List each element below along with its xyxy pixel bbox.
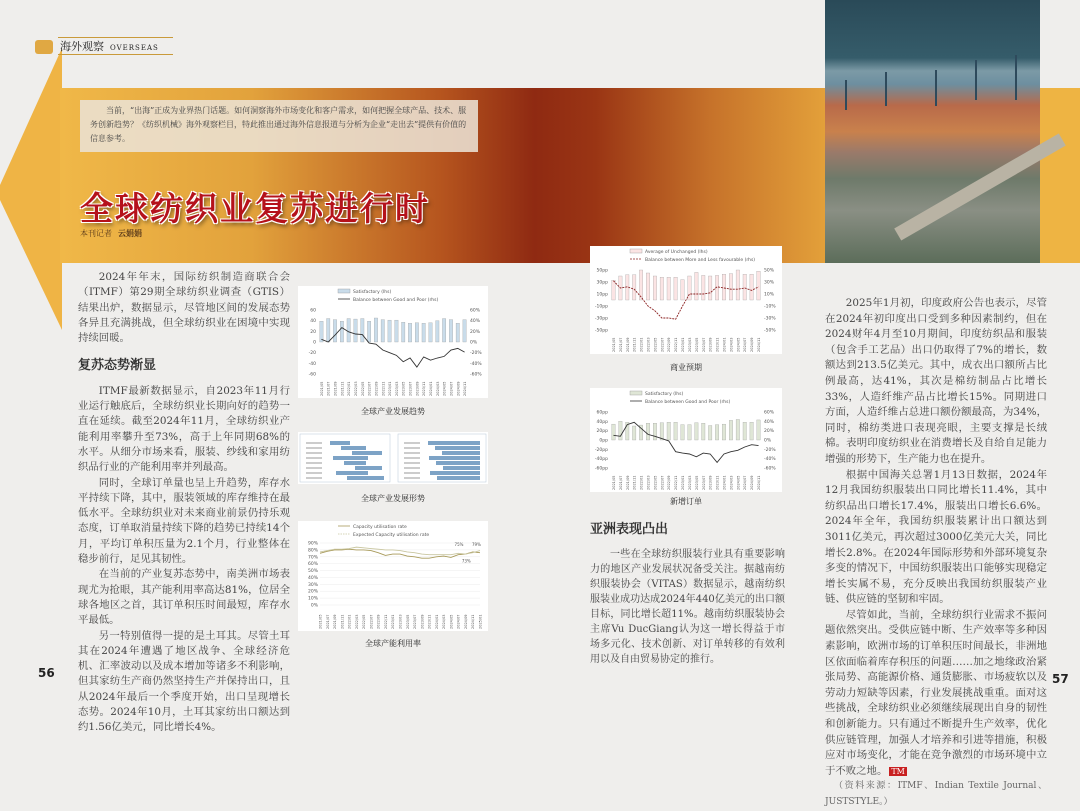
- bar: [757, 271, 760, 300]
- page-number-right: 57: [1052, 672, 1069, 686]
- chart-new-orders: [590, 388, 782, 492]
- x-tick-label: 2024/03: [435, 381, 440, 396]
- bar: [429, 456, 480, 460]
- bar: [422, 323, 425, 342]
- y-tick-label: 40: [310, 319, 316, 325]
- x-tick-label: 2024/05: [442, 381, 447, 396]
- x-tick-label: 2022/11: [674, 337, 679, 352]
- port-photo: [825, 0, 1040, 263]
- y2-tick-label: -60%: [764, 466, 776, 472]
- x-tick-label: 2023/11: [427, 614, 432, 629]
- row-label: [404, 467, 420, 469]
- x-tick-label: 2024/11: [757, 337, 762, 352]
- legend-label: Satisfactory (lhs): [645, 392, 684, 397]
- y-tick-label: 80%: [307, 548, 318, 554]
- x-tick-label: 2023/01: [391, 614, 396, 629]
- x-tick-label: 2022/09: [374, 381, 379, 396]
- bar: [660, 423, 663, 440]
- section-title: 海外观察: [60, 40, 104, 53]
- x-tick-label: 2022/03: [354, 381, 358, 396]
- section-logo-icon: [35, 40, 53, 54]
- y2-tick-label: 30%: [764, 280, 775, 286]
- x-tick-label: 2021/05: [318, 614, 323, 629]
- x-tick-label: 2024/09: [456, 381, 461, 396]
- x-tick-label: 2021/11: [632, 475, 637, 490]
- y-tick-label: 20: [310, 329, 316, 335]
- x-tick-label: 2021/09: [625, 475, 630, 490]
- y2-tick-label: 0%: [764, 438, 772, 444]
- bar: [729, 274, 732, 300]
- bar: [708, 276, 711, 300]
- y2-tick-label: 10%: [764, 292, 775, 298]
- row-label: [306, 447, 322, 449]
- y2-tick-label: 40%: [764, 419, 775, 425]
- x-tick-label: 2023/05: [694, 475, 699, 490]
- source-note: （资料来源：ITMF、Indian Textile Journal、JUSTSTYLE。）: [825, 781, 1047, 807]
- x-tick-label: 2022/09: [667, 337, 672, 352]
- x-tick-label: 2021/07: [618, 475, 623, 490]
- bar: [456, 323, 459, 342]
- row-label: [404, 477, 420, 479]
- x-tick-label: 2024/11: [463, 381, 468, 396]
- x-tick-label: 2024/09: [463, 614, 468, 629]
- header-rule: [58, 54, 173, 55]
- x-tick-label: 2023/01: [681, 475, 686, 490]
- x-tick-label: 2023/09: [415, 381, 420, 396]
- bar: [341, 446, 366, 450]
- x-tick-label: 2023/05: [405, 614, 410, 629]
- x-tick-label: 2023/11: [422, 381, 427, 396]
- bar: [702, 275, 705, 300]
- bar: [340, 321, 343, 342]
- y-tick-label: 20pp: [596, 429, 608, 435]
- bar: [736, 419, 739, 440]
- bar: [619, 421, 622, 440]
- y-tick-label: -40: [308, 361, 316, 367]
- row-label: [306, 472, 322, 474]
- x-tick-label: 2021/11: [632, 337, 637, 352]
- bar: [632, 426, 635, 440]
- x-tick-label: 2024/07: [449, 381, 454, 396]
- x-tick-label: 2021/07: [325, 614, 330, 629]
- paragraph: 另一特别值得一提的是土耳其。尽管土耳其在2024年遭遇了地区战争、全球经济危机、汇率波动以及成本增加等诸多不利影响，但其家纺生产商仍然坚持生产并保持出口，且从2024年最后一个季度开始，出口呈现增长态势。2024年10月，土耳其家纺出口额达到约1.56亿美元，同比增长4%。: [78, 629, 290, 734]
- chart-svg: [590, 246, 782, 354]
- y2-tick-label: 60%: [470, 308, 481, 314]
- bar: [722, 274, 725, 300]
- x-tick-label: 2022/07: [660, 337, 665, 352]
- bar: [646, 423, 649, 440]
- bar: [327, 319, 330, 342]
- x-tick-label: 2022/07: [660, 475, 665, 490]
- x-tick-label: 2022/11: [674, 475, 679, 490]
- bar: [639, 270, 642, 300]
- x-tick-label: 2023/03: [687, 475, 692, 490]
- y-tick-label: 0: [313, 340, 316, 346]
- bar: [612, 280, 615, 300]
- byline-label: 本刊记者: [80, 229, 112, 238]
- x-tick-label: 2024/09: [750, 337, 755, 352]
- x-tick-label: 2021/09: [333, 381, 338, 396]
- legend-swatch: [630, 391, 642, 395]
- section-title-en: OVERSEAS: [110, 44, 159, 52]
- paragraph: ITMF最新数据显示，自2023年11月行业运行触底后，全球纺织业长期向好的趋势一直在延续。截至2024年11月，全球纺织业产能利用率攀升至73%，高于上年同期68%的水平。从细分市场来看，服装、纱线和家用纺织品行业的产能利用率并列最高。: [78, 384, 290, 474]
- x-tick-label: 2024/01: [434, 614, 439, 629]
- bar: [660, 277, 663, 300]
- x-tick-label: 2021/05: [319, 381, 324, 396]
- x-tick-label: 2023/05: [401, 381, 406, 396]
- paragraph: 尽管如此，当前，全球纺织行业需求不振问题依然突出。受供应链中断、生产效率等多种因素影响，欧洲市场的订单积压时间最长，非洲地区依面临着库存积压的问题……加之地缘政治紧张局势、高能源价格、通货膨胀、市场疲软以及劳动力短缺等因素，行业发展挑战重重。面对这些挑战，全球纺织业必须继续展现出自身的韧性和创新能力。只有通过不断提升生产效率，优化供应链管理，加强人才培养和引进等措施，积极应对市场变化，才能在竞争激烈的市场环境中立于不败之地。 TM: [825, 608, 1047, 777]
- bar: [722, 424, 725, 440]
- page-number-left: 56: [38, 666, 55, 680]
- right-column: [825, 296, 1047, 811]
- x-tick-label: 2024/01: [722, 475, 727, 490]
- chart-caption: 全球产能利用率: [365, 639, 421, 648]
- y-tick-label: 60pp: [596, 410, 608, 416]
- bar: [430, 471, 480, 475]
- x-tick-label: 2024/01: [722, 337, 727, 352]
- bar: [435, 446, 480, 450]
- legend-label: Satisfactory (lhs): [353, 290, 392, 295]
- y2-tick-label: -20%: [470, 351, 482, 357]
- row-label: [306, 467, 322, 469]
- article-title: 全球纺织业复苏进行时: [80, 189, 430, 228]
- x-tick-label: 2021/09: [625, 337, 630, 352]
- y-tick-label: -20: [308, 351, 316, 357]
- y-tick-label: 50pp: [596, 268, 608, 274]
- y2-tick-label: -50%: [764, 328, 776, 334]
- y-tick-label: -60pp: [594, 466, 608, 472]
- x-tick-label: 2022/03: [354, 614, 359, 629]
- y2-tick-label: 20%: [470, 329, 481, 335]
- y2-tick-label: 50%: [764, 268, 775, 274]
- chart-business-expectation: [590, 246, 782, 354]
- bar: [667, 422, 670, 440]
- x-tick-label: 2022/09: [376, 614, 381, 629]
- data-label: 79%: [472, 541, 481, 547]
- y-tick-label: -20pp: [594, 447, 608, 453]
- y2-tick-label: 20%: [764, 429, 775, 435]
- row-label: [404, 457, 420, 459]
- x-tick-label: 2023/05: [694, 337, 699, 352]
- x-tick-label: 2022/05: [360, 381, 365, 396]
- legend-label: Capacity utilisation rate: [353, 525, 407, 530]
- x-tick-label: 2023/07: [408, 381, 413, 396]
- x-tick-label: 2023/03: [394, 381, 399, 396]
- x-tick-label: 2024/05: [736, 337, 741, 352]
- x-tick-label: 2022/01: [639, 475, 644, 490]
- chart-caption: 新增订单: [670, 497, 702, 506]
- y-tick-label: 0pp: [599, 438, 608, 444]
- bar: [333, 320, 336, 342]
- y2-tick-label: -10%: [764, 304, 776, 310]
- x-tick-label: 2024/09: [750, 475, 755, 490]
- bar: [632, 275, 635, 300]
- y2-tick-label: -40%: [764, 457, 776, 463]
- x-tick-label: 2021/11: [340, 381, 345, 396]
- x-tick-label: 2024/07: [456, 614, 461, 629]
- y-tick-label: -40pp: [594, 457, 608, 463]
- row-label: [404, 442, 420, 444]
- chart-svg: [298, 286, 488, 398]
- bar: [463, 320, 466, 342]
- bar: [653, 276, 656, 300]
- x-tick-label: 2025/01: [478, 614, 483, 629]
- x-tick-label: 2022/05: [653, 475, 658, 490]
- section-header: [60, 38, 159, 54]
- banner-strip: [1040, 88, 1080, 263]
- bar: [436, 321, 439, 342]
- chart-industry-trend: [298, 286, 488, 398]
- y2-tick-label: -40%: [470, 361, 482, 367]
- paragraph: 2025年1月初，印度政府公告也表示，尽管在2024年初印度出口受到多种因素制约，但在2024财年4月至10月期间，印度纺织品和服装（包含手工艺品）出口仍取得了7%的增长，数额达到213.5亿美元。其中，成衣出口额所占比例最高，达41%，其次是棉纺制品占比增长33%，人造纤维产品占比增长15%。同期进口方面，人造纤维占总进口额份额最高，为34%，同时，棉纺类进口表现亮眼，主要支撑是长绒棉。表明印度纺织业在消费增长及自给自足能力增强的形势下，生产能力也在提升。: [825, 297, 1047, 465]
- chart-svg: [298, 432, 488, 484]
- x-tick-label: 2024/03: [729, 475, 734, 490]
- bar: [646, 273, 649, 300]
- row-label: [306, 442, 322, 444]
- y2-tick-label: -60%: [470, 372, 482, 378]
- bar: [681, 425, 684, 440]
- x-tick-label: 2023/03: [687, 337, 692, 352]
- y-tick-label: 60: [310, 308, 316, 314]
- x-tick-label: 2024/03: [729, 337, 734, 352]
- author-name: 云娟娟: [118, 229, 142, 238]
- x-tick-label: 2023/09: [708, 475, 713, 490]
- bar: [688, 425, 691, 440]
- x-tick-label: 2022/05: [362, 614, 367, 629]
- y-tick-label: 30pp: [596, 280, 608, 286]
- bar: [402, 322, 405, 342]
- bar: [330, 441, 350, 445]
- bar: [674, 422, 677, 440]
- x-tick-label: 2024/03: [442, 614, 447, 629]
- legend-label: Balance between Good and Poor (rhs): [645, 400, 731, 405]
- y-tick-label: 60%: [307, 562, 318, 568]
- bar: [361, 319, 364, 342]
- row-label: [306, 477, 322, 479]
- x-tick-label: 2023/11: [715, 475, 720, 490]
- chart-capacity-utilisation: [298, 521, 488, 631]
- bar: [347, 319, 350, 342]
- bar: [757, 420, 760, 440]
- bar: [367, 321, 370, 342]
- y2-tick-label: -30%: [764, 316, 776, 322]
- x-tick-label: 2023/09: [420, 614, 425, 629]
- y2-tick-label: 60%: [764, 410, 775, 416]
- legend-swatch: [630, 249, 642, 253]
- y-tick-label: 20%: [307, 589, 318, 595]
- chart-caption: 商业预期: [670, 363, 702, 372]
- x-tick-label: 2021/09: [333, 614, 338, 629]
- bar: [750, 274, 753, 300]
- x-tick-label: 2021/07: [618, 337, 623, 352]
- x-tick-label: 2022/01: [347, 614, 352, 629]
- row-label: [306, 457, 322, 459]
- bar: [708, 426, 711, 440]
- x-tick-label: 2021/07: [326, 381, 331, 396]
- x-tick-label: 2022/11: [381, 381, 386, 396]
- bar: [333, 456, 368, 460]
- bar: [729, 420, 732, 440]
- data-label: 75%: [454, 541, 464, 547]
- x-tick-label: 2023/03: [398, 614, 403, 629]
- bar: [449, 320, 452, 342]
- y-tick-label: 40pp: [596, 419, 608, 425]
- y-tick-label: 30%: [307, 582, 318, 588]
- row-label: [404, 472, 420, 474]
- bar: [688, 276, 691, 300]
- legend-label: Expected Capacity utilisation rate: [353, 533, 430, 538]
- row-label: [404, 452, 420, 454]
- paragraph: 根据中国海关总署1月13日数据，2024年12月我国纺织服装出口同比增长11.4%，其中纺织品出口增长17.4%，服装出口增长6.6%。2024年全年，我国纺织服装累计出口额达到3011亿美元，再次超过3000亿美元大关，同比增长2.8%。在2024年国际形势和外部环境复杂多变的情况下，中国纺织服装出口能够实现稳定增长实属不易，充分反映出我国纺织服装产业链、供应链的坚韧和牢固。: [825, 468, 1047, 606]
- bar: [612, 424, 615, 440]
- x-tick-label: 2024/11: [757, 475, 762, 490]
- left-column: [78, 270, 290, 736]
- y-tick-label: -50pp: [594, 328, 608, 334]
- bar: [415, 323, 418, 342]
- x-tick-label: 2021/05: [611, 337, 616, 352]
- section-heading: 亚洲表现凸出: [590, 522, 669, 537]
- paragraph: 在当前的产业复苏态势中，南美洲市场表现尤为抢眼，其产能利用率高达81%，位居全球各地区之首，其订单积压时间最短，库存水平最低。: [78, 568, 290, 627]
- bar: [336, 471, 368, 475]
- y-tick-label: 40%: [307, 575, 318, 581]
- y2-tick-label: 0%: [470, 340, 478, 346]
- chart-caption: 全球产业发展趋势: [361, 407, 425, 416]
- byline: [80, 228, 142, 239]
- chart-svg: [298, 521, 488, 631]
- row-label: [404, 462, 420, 464]
- legend-swatch: [338, 289, 350, 293]
- paragraph: 一些在全球纺织服装行业具有重要影响力的地区产业发展状况备受关注。据越南纺织服装协会（VITAS）数据显示，越南纺织服装业成功达成2024年440亿美元的出口额目标，同比增长超11%。越南纺织服装协会主席Vu DucGiang认为这一增长得益于市场多元化、技术创新、对订单转移的有效利用以及自由贸易协定的推行。: [590, 549, 785, 665]
- bar: [344, 461, 366, 465]
- bar: [443, 466, 480, 470]
- bar: [702, 423, 705, 440]
- y-tick-label: 10%: [307, 596, 318, 602]
- x-tick-label: 2022/07: [367, 381, 372, 396]
- bar: [695, 272, 698, 300]
- x-tick-label: 2023/09: [708, 337, 713, 352]
- y-tick-label: 70%: [307, 555, 318, 561]
- y-tick-label: 90%: [307, 541, 318, 547]
- bar: [408, 323, 411, 342]
- bar: [320, 321, 323, 342]
- x-tick-label: 2023/01: [388, 381, 393, 396]
- y-tick-label: 0%: [310, 603, 318, 609]
- bar: [667, 277, 670, 300]
- bar: [442, 319, 445, 342]
- bar: [429, 323, 432, 342]
- end-mark-icon: TM: [891, 766, 905, 776]
- x-tick-label: 2022/03: [646, 337, 651, 352]
- abstract-box: 当前，“出海”正成为业界热门话题。如何洞察海外市场变化和客户需求，如何把握全球产品、技术、服务创新趋势？《纺织机械》海外观察栏目，特此推出通过海外信息报道与分析为企业“走出去”提供有价值的信息参考。: [80, 100, 478, 152]
- chart-caption: 全球产业发展形势: [361, 494, 425, 503]
- row-label: [306, 462, 322, 464]
- x-tick-label: 2021/05: [611, 475, 616, 490]
- x-tick-label: 2023/07: [701, 337, 706, 352]
- x-tick-label: 2024/01: [429, 381, 433, 396]
- bar: [695, 423, 698, 440]
- y-tick-label: 50%: [307, 569, 318, 575]
- x-tick-label: 2024/05: [736, 475, 741, 490]
- x-tick-label: 2022/07: [369, 614, 374, 629]
- bar: [347, 476, 384, 480]
- bar: [653, 423, 656, 440]
- bar: [381, 320, 384, 342]
- y-tick-label: -10pp: [594, 304, 608, 310]
- y-tick-label: 10pp: [596, 292, 608, 298]
- x-tick-label: 2021/11: [340, 614, 345, 629]
- bar: [715, 425, 718, 440]
- x-tick-label: 2022/01: [639, 337, 644, 352]
- bar: [736, 270, 739, 300]
- x-tick-label: 2022/03: [646, 475, 651, 490]
- bar: [352, 451, 382, 455]
- bar: [395, 320, 398, 342]
- x-tick-label: 2022/09: [667, 475, 672, 490]
- bar: [681, 280, 684, 300]
- row-label: [306, 452, 322, 454]
- y2-tick-label: -20%: [764, 447, 776, 453]
- x-tick-label: 2022/01: [347, 381, 352, 396]
- legend-label: Balance between More and Less favourable (rhs): [645, 258, 756, 263]
- legend-label: Balance between Good and Poor (rhs): [353, 298, 439, 303]
- bar: [428, 441, 480, 445]
- row-label: [404, 447, 420, 449]
- bar: [743, 422, 746, 440]
- bar: [354, 319, 357, 342]
- bar: [355, 466, 382, 470]
- paragraph: 2024年年末，国际纺织制造商联合会（ITMF）第29期全球纺织业调查（GTIS）结果出炉，数据显示，尽管地区间的发展态势各异且充满挑战，但全球纺织业在困境中实现持续回暖。: [78, 271, 290, 345]
- bar: [388, 320, 391, 342]
- x-tick-label: 2024/11: [471, 614, 476, 629]
- middle-column: [590, 522, 785, 667]
- y-tick-label: -60: [308, 372, 316, 378]
- chart-svg: [590, 388, 782, 492]
- paragraph: 同时，全球订单量也呈上升趋势，库存水平持续下降，其中，服装领域的库存维持在最低水平。全球纺织业对未来商业前景仍持乐观态度，订单取消量持续下降的趋势已持续14个月，平均订单积压量为2.1个月，行业整体在稳步前行，足见其韧性。: [78, 476, 290, 566]
- x-tick-label: 2023/07: [413, 614, 418, 629]
- y-tick-label: -30pp: [594, 316, 608, 322]
- bar: [750, 422, 753, 440]
- legend-label: Average of Unchanged (lhs): [645, 250, 708, 255]
- chart-industry-situation: [298, 432, 488, 484]
- bar: [374, 318, 377, 342]
- bar: [437, 476, 480, 480]
- section-heading: 复苏态势渐显: [78, 358, 157, 374]
- x-tick-label: 2024/05: [449, 614, 454, 629]
- x-tick-label: 2022/11: [383, 614, 388, 629]
- x-tick-label: 2023/07: [701, 475, 706, 490]
- x-tick-label: 2022/05: [653, 337, 658, 352]
- bar: [442, 451, 480, 455]
- data-label: 73%: [461, 558, 471, 564]
- x-tick-label: 2023/01: [681, 337, 686, 352]
- x-tick-label: 2023/11: [715, 337, 720, 352]
- x-tick-label: 2024/07: [743, 337, 748, 352]
- x-tick-label: 2024/07: [743, 475, 748, 490]
- bar: [674, 277, 677, 300]
- bar: [743, 274, 746, 300]
- bar: [436, 461, 480, 465]
- y2-tick-label: 40%: [470, 319, 481, 325]
